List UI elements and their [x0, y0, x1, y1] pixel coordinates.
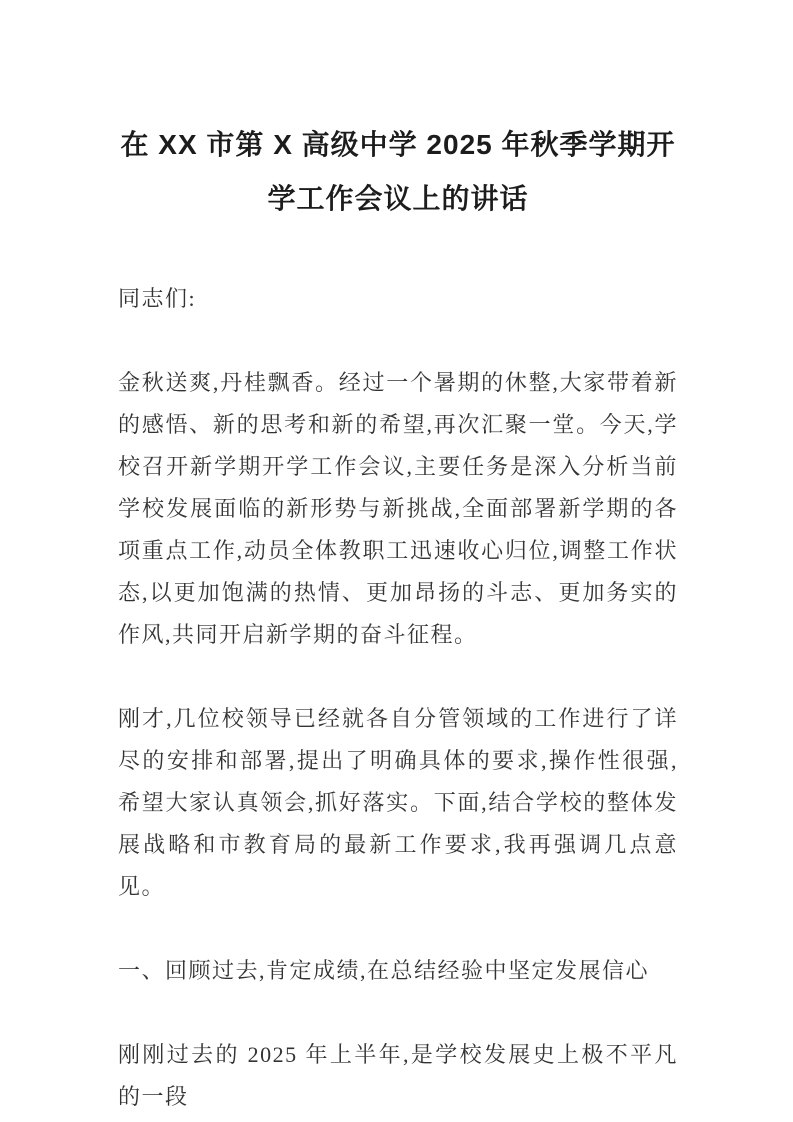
paragraph-opening: 金秋送爽,丹桂飘香。经过一个暑期的休整,大家带着新的感悟、新的思考和新的希望,再次汇聚一堂。今天,学校召开新学期开学工作会议,主要任务是深入分析当前学校发展面临的新形势与新挑战,全面部署新学期的各项重点工作,动员全体教职工迅速收心归位,调整工作状态,以更加饱满的热情、更加昂扬的斗志、更加务实的作风,共同开启新学期的奋斗征程。 — [118, 370, 678, 647]
document-title: 在 XX 市第 X 高级中学 2025 年秋季学期开学工作会议上的讲话 — [120, 129, 676, 214]
paragraph-transition: 刚才,几位校领导已经就各自分管领域的工作进行了详尽的安排和部署,提出了明确具体的要求,操作性很强,希望大家认真领会,抓好落实。下面,结合学校的整体发展战略和市教育局的最新工作要求,我再强调几点意见。 — [118, 706, 678, 899]
paragraph-continuation: 刚刚过去的 2025 年上半年,是学校发展史上极不平凡的一段 — [118, 1042, 678, 1109]
section-heading: 一、回顾过去,肯定成绩,在总结经验中坚定发展信心 — [118, 958, 650, 983]
document-body — [118, 278, 678, 1118]
salutation: 同志们: — [118, 286, 197, 311]
